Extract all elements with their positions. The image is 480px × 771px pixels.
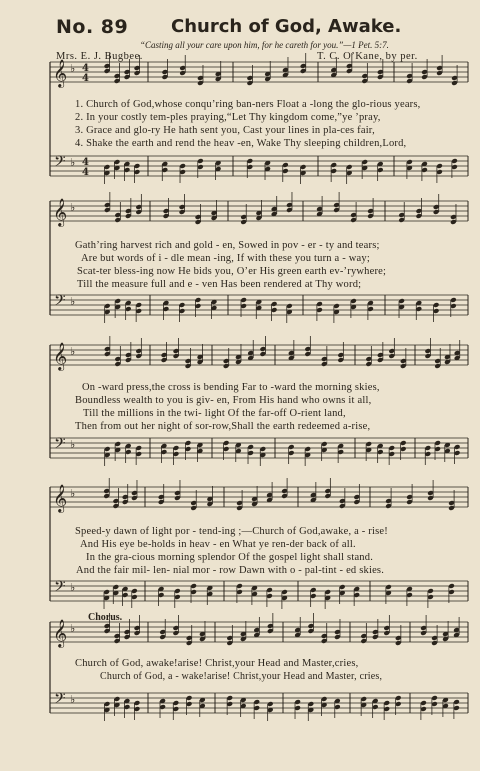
bass-clef-icon: 𝄢 xyxy=(54,153,66,174)
verse-line: Scat-ter bless-ing now He bids you, O’er His green earth ev-’rywhere; xyxy=(77,266,387,277)
flat-icon: ♭ xyxy=(70,581,76,594)
treble-clef-icon: 𝄞 xyxy=(53,342,68,370)
treble-clef-icon: 𝄞 xyxy=(53,198,68,226)
flat-icon: ♭ xyxy=(70,156,76,169)
treble-clef-icon: 𝄞 xyxy=(53,59,68,87)
flat-icon: ♭ xyxy=(70,345,76,358)
verse-line: Till the millions in the twi- light Of the far-off O-rient land, xyxy=(83,408,346,419)
time-signature-bottom: 4 xyxy=(82,73,89,84)
lyricist-credit: Mrs. E. J. Bugbee. xyxy=(56,51,143,62)
chorus-line: Church of God, a - wake!arise! Christ,your Head and Master, cries, xyxy=(100,671,383,682)
hymn-title: Church of God, Awake. xyxy=(171,16,402,37)
bass-clef-icon: 𝄢 xyxy=(54,435,66,456)
flat-icon: ♭ xyxy=(70,62,76,75)
time-signature-top: 4 xyxy=(82,157,89,168)
scripture-epigraph: “Casting all your care upon him, for he careth for you.”—1 Pet. 5:7. xyxy=(140,40,389,50)
chorus-label: Chorus. xyxy=(88,612,123,623)
flat-icon: ♭ xyxy=(70,622,76,635)
verse-line: And the fair mil- len- nial mor - row Dawn with o - pal-tint - ed skies. xyxy=(76,565,385,576)
verse-line: And His eye be-holds in heav - en What ye ren-der back of all. xyxy=(80,539,356,550)
bass-clef-icon: 𝄢 xyxy=(54,292,66,313)
flat-icon: ♭ xyxy=(70,201,76,214)
time-signature-bottom: 4 xyxy=(82,167,89,178)
verse-line: 3. Grace and glo-ry He hath sent you, Cast your lines in pla-ces fair, xyxy=(75,125,375,136)
flat-icon: ♭ xyxy=(70,487,76,500)
hymn-number: No. 89 xyxy=(56,16,129,38)
bass-clef-icon: 𝄢 xyxy=(54,578,66,599)
verse-line: 2. In your costly tem-ples praying,“Let Thy kingdom come,”ye ’pray, xyxy=(75,112,381,123)
verse-line: 1. Church of God,whose conqu’ring ban-ners Float a -long the glo-rious years, xyxy=(75,99,421,110)
flat-icon: ♭ xyxy=(70,295,76,308)
verse-line: Boundless wealth to you is giv- en, From His hand who owns it all, xyxy=(75,395,372,406)
verse-line: 4. Shake the earth and rend the heav -en, Wake Thy sleeping children,Lord, xyxy=(75,138,407,149)
chorus-line: Church of God, awake!arise! Christ,your Head and Master,cries, xyxy=(75,658,359,669)
composer-credit: T. C. O’Kane, by per. xyxy=(317,51,418,62)
flat-icon: ♭ xyxy=(70,693,76,706)
verse-line: Speed-y dawn of light por - tend-ing ;—Church of God,awake, a - rise! xyxy=(75,526,388,537)
verse-line: In the gra-cious morning splendor Of the gospel light shall stand. xyxy=(86,552,374,563)
verse-line: On -ward press,the cross is bending Far to -ward the morning skies, xyxy=(82,382,380,393)
verse-line: Till the measure full and e - ven Has been rendered at Thy word; xyxy=(77,279,362,290)
flat-icon: ♭ xyxy=(70,438,76,451)
treble-clef-icon: 𝄞 xyxy=(53,484,68,512)
treble-clef-icon: 𝄞 xyxy=(53,619,68,647)
time-signature-top: 4 xyxy=(82,63,89,74)
verse-line: Then from out her night of sor-row,Shall the earth redeemed a-rise, xyxy=(75,421,371,432)
bass-clef-icon: 𝄢 xyxy=(54,690,66,711)
verse-line: Gath’ring harvest rich and gold - en, Sowed in pov - er - ty and tears; xyxy=(75,240,380,251)
verse-line: Are but words of i - dle mean -ing, If with these you turn a - way; xyxy=(81,253,370,264)
